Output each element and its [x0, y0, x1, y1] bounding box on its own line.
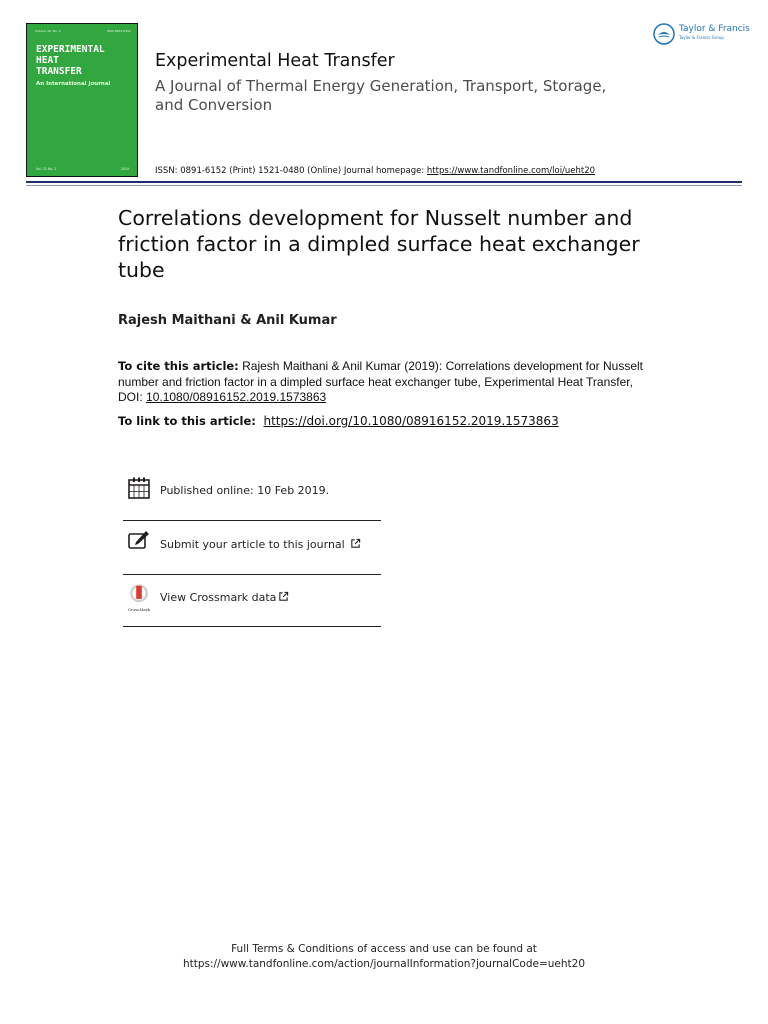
issn-text: ISSN: 0891-6152 (Print) 1521-0480 (Online) Journal homepage:: [155, 166, 427, 176]
citation-text: Rajesh Maithani & Anil Kumar (2019): Correlations development for Nusselt number and friction factor in a dimpled surface heat exchanger tube, Experimental Heat Transfer, DOI:: [118, 359, 643, 404]
divider: [123, 574, 381, 575]
footer-terms: [0, 942, 768, 972]
article-link-block: [118, 414, 559, 428]
edit-icon: [127, 528, 151, 552]
publisher-name: Taylor & Francis: [679, 24, 750, 34]
external-link-icon: [278, 591, 289, 602]
article-link-label: To link to this article:: [118, 414, 256, 428]
divider: [123, 626, 381, 627]
article-doi-link[interactable]: https://doi.org/10.1080/08916152.2019.1573863: [263, 414, 559, 428]
article-title: Correlations development for Nusselt number and friction factor in a dimpled surface heat exchanger tube: [118, 206, 640, 282]
citation-block: [118, 359, 648, 406]
cover-issue: Vol. 32 No. 2: [36, 167, 57, 171]
citation-label: To cite this article:: [118, 359, 239, 373]
cover-volume: Volume 32, No. 2: [35, 29, 61, 33]
footer-line-1: Full Terms & Conditions of access and use can be found at: [231, 943, 537, 955]
cover-year: 2019: [120, 167, 129, 171]
journal-homepage-link[interactable]: https://www.tandfonline.com/loi/ueht20: [426, 166, 596, 176]
cover-title: EXPERIMENTAL HEAT TRANSFER: [36, 44, 105, 77]
journal-title: Experimental Heat Transfer: [155, 51, 395, 71]
article-authors: Rajesh Maithani & Anil Kumar: [118, 313, 337, 328]
publisher-logo[interactable]: [653, 22, 753, 48]
published-online-text: Published online: 10 Feb 2019.: [160, 484, 330, 497]
journal-subtitle: A Journal of Thermal Energy Generation, Transport, Storage, and Conversion: [155, 77, 607, 114]
header-rule: [26, 181, 742, 183]
crossmark-text: View Crossmark data: [160, 591, 289, 604]
calendar-icon: [127, 476, 151, 500]
citation-doi-link[interactable]: 10.1080/08916152.2019.1573863: [146, 390, 327, 404]
submit-article-item[interactable]: [123, 524, 381, 577]
issn-line: [155, 166, 595, 176]
published-online-item: [123, 470, 381, 523]
cover-issn: ISSN 0891-6152: [106, 29, 131, 33]
divider: [123, 520, 381, 521]
crossmark-logo-text: CrossMark: [128, 607, 150, 613]
submit-article-text: Submit your article to this journal: [160, 538, 361, 551]
crossmark-item[interactable]: [123, 577, 381, 630]
footer-terms-link[interactable]: https://www.tandfonline.com/action/journalInformation?journalCode=ueht20: [182, 958, 586, 970]
taylor-francis-icon: [653, 23, 675, 45]
crossmark-icon: [126, 583, 152, 613]
cover-subtitle: An International Journal: [36, 81, 111, 87]
external-link-icon: [350, 538, 361, 549]
header-rule-thin: [26, 185, 742, 186]
publisher-group: Taylor & Francis Group: [679, 35, 724, 40]
journal-cover: [26, 23, 138, 177]
